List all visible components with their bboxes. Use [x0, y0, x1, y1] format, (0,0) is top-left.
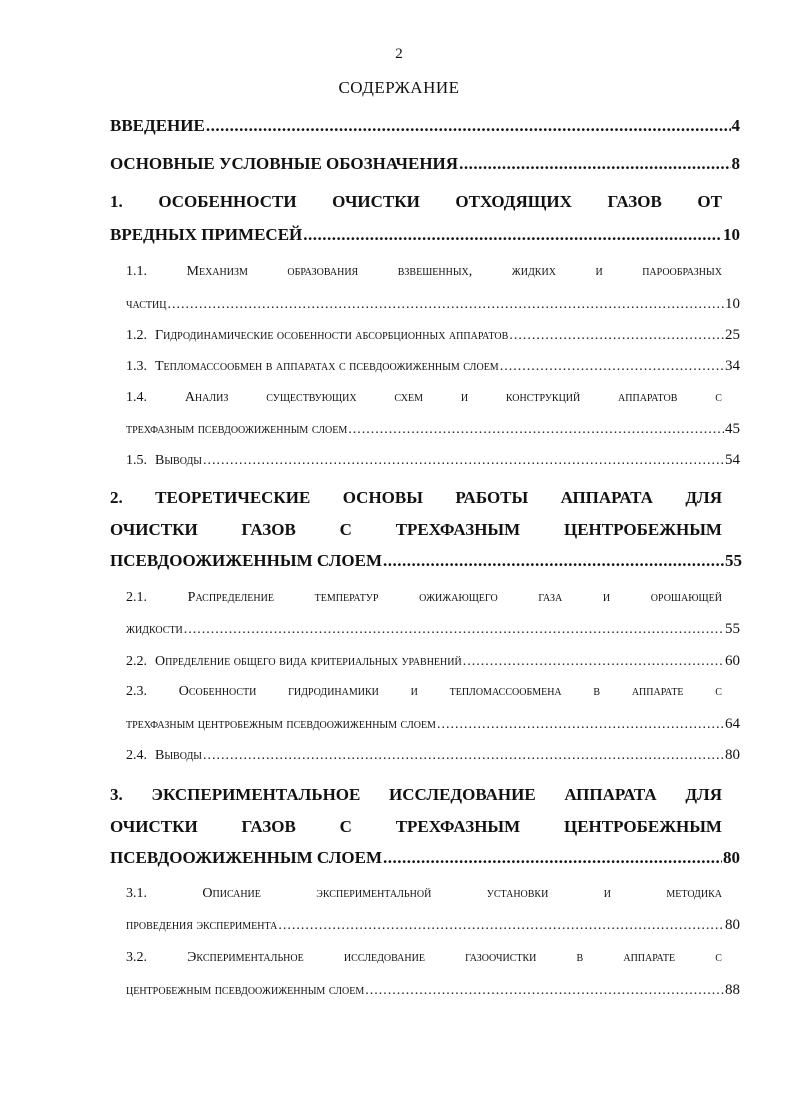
toc-chapter-3-line-2[interactable] [110, 817, 722, 837]
section-number: 1.1. [126, 264, 147, 279]
toc-entry-page: 55 [725, 621, 740, 637]
word: схем [394, 390, 423, 405]
dot-leader [437, 717, 724, 733]
toc-section-2-1-last-line[interactable] [126, 621, 740, 638]
toc-entry-page: 54 [725, 452, 740, 468]
word: ГАЗОВ [607, 192, 662, 211]
section-number: 1.4. [126, 390, 147, 405]
word: ОСОБЕННОСТИ [158, 192, 297, 211]
toc-section-2-3-line[interactable] [126, 684, 722, 700]
toc-section-3-2-last-line[interactable] [126, 982, 740, 999]
toc-entry-page: 10 [723, 225, 740, 244]
toc-entry-notation[interactable] [110, 154, 740, 174]
word: газа [538, 590, 563, 605]
toc-chapter-3-line-1[interactable] [110, 785, 722, 805]
word: с [715, 950, 722, 965]
word: методика [666, 886, 722, 901]
toc-section-1-2[interactable] [126, 327, 740, 344]
toc-section-1-4-last-line[interactable] [126, 421, 740, 438]
toc-entry-title: трехфазным псевдоожиженным слоем [126, 422, 348, 437]
toc-chapter-2-last-line[interactable] [110, 551, 742, 571]
toc-entry-page: 80 [723, 848, 740, 867]
toc-entry-title: ОСНОВНЫЕ УСЛОВНЫЕ ОБОЗНАЧЕНИЯ [110, 154, 459, 173]
word: ТРЕХФАЗНЫМ [395, 817, 521, 836]
toc-entry-page: 60 [725, 653, 740, 669]
word: парообразных [642, 264, 722, 279]
toc-entry-page: 34 [725, 358, 740, 374]
toc-entry-intro[interactable] [110, 116, 740, 136]
dot-leader [463, 654, 724, 670]
toc-section-2-4[interactable] [126, 747, 740, 764]
dot-leader [184, 622, 724, 638]
word: ТРЕХФАЗНЫМ [395, 520, 521, 539]
page-title: СОДЕРЖАНИЕ [338, 78, 460, 97]
word: АППАРАТА [560, 488, 653, 507]
toc-entry-page: 4 [731, 116, 740, 135]
word: ОЧИСТКИ [110, 817, 198, 836]
toc-entry-page: 64 [725, 716, 740, 732]
toc-entry-title: Выводы [155, 748, 202, 763]
word: АППАРАТА [564, 785, 657, 804]
dot-leader [278, 918, 724, 934]
dot-leader [203, 453, 724, 469]
word: температур [314, 590, 379, 605]
toc-section-1-1-last-line[interactable] [126, 296, 740, 313]
toc-entry-page: 80 [725, 747, 740, 763]
toc-entry-title: трехфазным центробежным псевдоожиженным слоем [126, 717, 436, 732]
word: Экспериментальное [187, 950, 304, 965]
toc-entry-title: частиц [126, 297, 167, 312]
dot-leader [383, 551, 724, 571]
word: ЦЕНТРОБЕЖНЫМ [563, 520, 722, 539]
dot-leader [500, 359, 724, 375]
toc-entry-title: Тепломассообмен в аппаратах с псевдоожиженным слоем [155, 359, 499, 374]
word: С [339, 520, 352, 539]
word: и [602, 590, 611, 605]
word: ожижающего [419, 590, 498, 605]
toc-section-3-1-line[interactable] [126, 886, 722, 902]
word: в [593, 684, 601, 699]
word: образования [287, 264, 359, 279]
dot-leader [459, 154, 730, 174]
toc-entry-title: Гидродинамические особенности абсорбционных аппаратов [155, 328, 509, 343]
toc-entry-title: ПСЕВДООЖИЖЕННЫМ СЛОЕМ [110, 551, 382, 570]
dot-leader [348, 422, 724, 438]
word: взвешенных, [397, 264, 473, 279]
word: орошающей [650, 590, 722, 605]
section-number: 3.2. [126, 950, 147, 965]
word: 1. [110, 192, 123, 211]
word: аппарате [623, 950, 676, 965]
word: и [410, 684, 418, 699]
word: существующих [266, 390, 357, 405]
section-number: 1.3. [126, 359, 147, 374]
word: Особенности [178, 684, 257, 699]
toc-entry-page: 45 [725, 421, 740, 437]
word: установки [486, 886, 549, 901]
section-number: 3.1. [126, 886, 147, 901]
word: гидродинамики [288, 684, 379, 699]
toc-entry-title: проведения эксперимента [126, 918, 278, 933]
word: ИССЛЕДОВАНИЕ [389, 785, 536, 804]
word: с [715, 684, 722, 699]
toc-entry-title: жидкости [126, 622, 183, 637]
toc-chapter-3-last-line[interactable] [110, 848, 740, 868]
toc-chapter-1-last-line[interactable] [110, 225, 740, 245]
toc-chapter-1-line[interactable] [110, 192, 722, 212]
word: ОЧИСТКИ [332, 192, 420, 211]
toc-entry-page: 80 [725, 917, 740, 933]
toc-entry-title: ВВЕДЕНИЕ [110, 116, 205, 135]
word: ОТХОДЯЩИХ [455, 192, 572, 211]
toc-entry-title: ПСЕВДООЖИЖЕННЫМ СЛОЕМ [110, 848, 382, 867]
word: 3. [110, 785, 123, 804]
word: 2. [110, 488, 123, 507]
word: ОЧИСТКИ [110, 520, 198, 539]
word: исследование [343, 950, 425, 965]
toc-chapter-2-line-2[interactable] [110, 520, 722, 540]
word: ГАЗОВ [241, 520, 296, 539]
dot-leader [365, 983, 724, 999]
toc-section-2-1-line[interactable] [126, 590, 722, 606]
word: ДЛЯ [685, 488, 722, 507]
dot-leader [206, 116, 731, 136]
toc-entry-page: 25 [725, 327, 740, 343]
word: жидких [511, 264, 556, 279]
toc-entry-title: ВРЕДНЫХ ПРИМЕСЕЙ [110, 225, 303, 244]
section-number: 2.2. [126, 654, 147, 669]
dot-leader [203, 748, 724, 764]
word: тепломассообмена [449, 684, 562, 699]
word: Анализ [184, 390, 229, 405]
page-number: 2 [395, 46, 403, 62]
word: Распределение [187, 590, 274, 605]
word: и [460, 390, 469, 405]
section-number: 1.2. [126, 328, 147, 343]
toc-section-3-1-last-line[interactable] [126, 917, 740, 934]
toc-entry-page: 55 [725, 551, 742, 570]
toc-entry-title: Определение общего вида критериальных уравнений [155, 654, 462, 669]
word: газоочистки [465, 950, 537, 965]
word: и [595, 264, 603, 279]
section-number: 2.1. [126, 590, 147, 605]
dot-leader [167, 297, 724, 313]
dot-leader [303, 225, 722, 245]
section-number: 2.3. [126, 684, 147, 699]
word: аппаратов [618, 390, 678, 405]
toc-entry-page: 10 [725, 296, 740, 312]
word: ТЕОРЕТИЧЕСКИЕ [155, 488, 311, 507]
word: ОТ [697, 192, 722, 211]
section-number: 2.4. [126, 748, 147, 763]
toc-section-2-3-last-line[interactable] [126, 716, 740, 733]
word: Описание [202, 886, 261, 901]
word: в [576, 950, 584, 965]
word: конструкций [505, 390, 581, 405]
toc-entry-page: 88 [725, 982, 740, 998]
toc-entry-title: Выводы [155, 453, 202, 468]
word: ДЛЯ [685, 785, 722, 804]
word: ЦЕНТРОБЕЖНЫМ [563, 817, 722, 836]
toc-section-2-2[interactable] [126, 653, 740, 670]
dot-leader [509, 328, 724, 344]
toc-entry-title: центробежным псевдоожиженным слоем [126, 983, 365, 998]
word: РАБОТЫ [455, 488, 529, 507]
word: аппарате [631, 684, 684, 699]
toc-section-1-1-line[interactable] [126, 264, 722, 280]
word: Механизм [186, 264, 248, 279]
toc-chapter-2-line-1[interactable] [110, 488, 722, 508]
word: с [715, 390, 722, 405]
word: ГАЗОВ [241, 817, 296, 836]
toc-entry-page: 8 [731, 154, 740, 173]
word: и [603, 886, 611, 901]
toc-section-1-5[interactable] [126, 452, 740, 469]
toc-section-1-4-line[interactable] [126, 390, 722, 406]
word: ЭКСПЕРИМЕНТАЛЬНОЕ [151, 785, 361, 804]
word: ОСНОВЫ [342, 488, 423, 507]
section-number: 1.5. [126, 453, 147, 468]
word: С [339, 817, 352, 836]
word: экспериментальной [316, 886, 432, 901]
toc-section-1-3[interactable] [126, 358, 740, 375]
toc-section-3-2-line[interactable] [126, 950, 722, 966]
dot-leader [383, 848, 722, 868]
